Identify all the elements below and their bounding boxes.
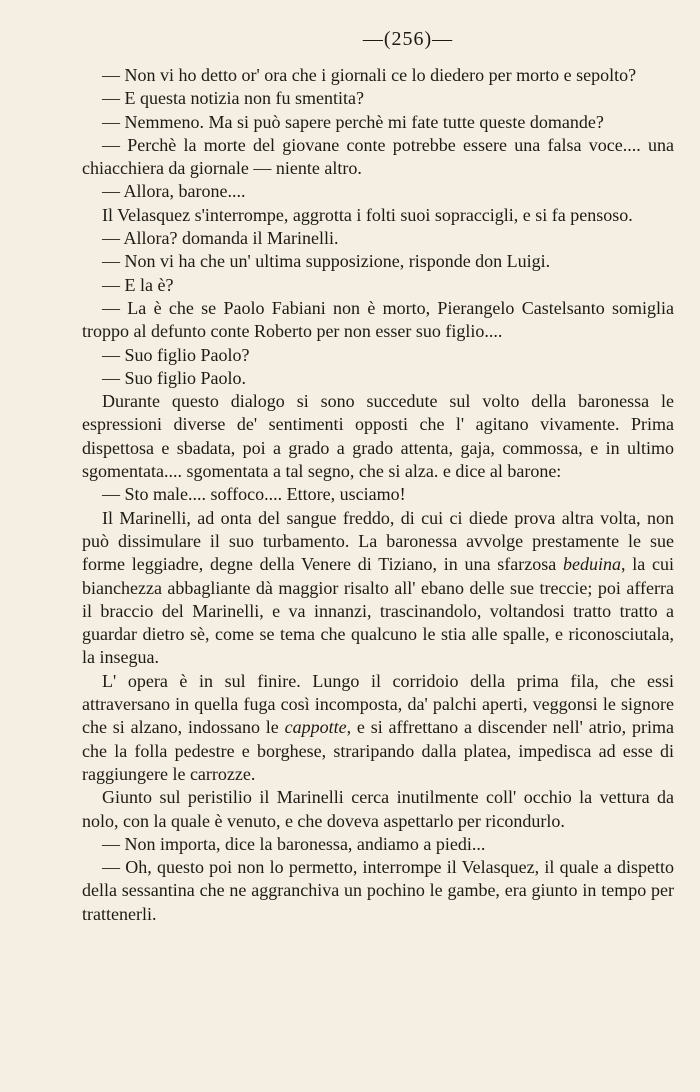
- paragraph: Durante questo dialogo si sono succedute sul volto della baronessa le espressioni diverse de' sentimenti opposti che l' agitano vivamente. Prima dispettosa e sbadata, poi a grado a grado attenta, gaja, commossa, e in ultimo sgomentata.... sgomentata a tal segno, che si alza. e dice al barone:: [82, 391, 674, 482]
- paragraph: — Suo figlio Paolo?: [102, 344, 250, 365]
- paragraph: — Allora, barone....: [102, 181, 246, 202]
- paragraph: Il Marinelli, ad onta del sangue freddo, di cui ci diede prova altra volta, non può dissimulare il suo turbamento. La baronessa avvolge prestamente le sue forme leggiadre, degne della Venere di Tiziano, in una sfarzosa beduina, la cui bianchezza abbagliante dà maggior risalto all' ebano delle sue treccie; poi afferra il braccio del Marinelli, e va innanzi, trascinandolo, voltandosi tratto tratto a guardar dietro sè, come se tema che qualcuno le stia alle spalle, e riconosciutala, la insegua.: [82, 507, 674, 668]
- body-text: [82, 64, 674, 926]
- paragraph: — Allora? domanda il Marinelli.: [102, 228, 339, 249]
- paragraph: — Suo figlio Paolo.: [102, 367, 247, 388]
- paragraph: — Nemmeno. Ma si può sapere perchè mi fate tutte queste domande?: [102, 111, 604, 132]
- paragraph: — E questa notizia non fu smentita?: [102, 88, 364, 109]
- paragraph: Giunto sul peristilio il Marinelli cerca inutilmente coll' occhio la vettura da nolo, con la quale è venuto, e che doveva aspettarlo per ricondurlo.: [82, 787, 674, 831]
- italic-term: cappotte: [284, 717, 347, 738]
- paragraph: Il Velasquez s'interrompe, aggrotta i folti suoi sopraccigli, e si fa pensoso.: [102, 204, 633, 225]
- paragraph: — Perchè la morte del giovane conte potrebbe essere una falsa voce.... una chiacchiera da giornale — niente altro.: [82, 134, 674, 179]
- page-number: —(256)—: [362, 28, 454, 50]
- paragraph: — Oh, questo poi non lo permetto, interrompe il Velasquez, il quale a dispetto della sessantina che ne aggranchiva un pochino le gambe, era giunto in tempo per trattenerli.: [82, 857, 674, 924]
- italic-term: beduina: [563, 554, 622, 575]
- paragraph: — La è che se Paolo Fabiani non è morto, Pierangelo Castelsanto somiglia troppo al defunto conte Roberto per non esser suo figlio....: [82, 297, 674, 342]
- paragraph: — Non vi ho detto or' ora che i giornali ce lo diedero per morto e sepolto?: [102, 65, 637, 85]
- paragraph: L' opera è in sul finire. Lungo il corridoio della prima fila, che essi attraversano in quella fuga così incomposta, da' palchi aperti, veggonsi le signore che si alzano, indossano le cappotte, e si affrettano a discender nell' atrio, prima che la folla pedestre e borghese, straripando dalla platea, impedisca ad esse di raggiungere le carrozze.: [82, 670, 674, 784]
- paragraph: — Non importa, dice la baronessa, andiamo a piedi...: [102, 833, 486, 854]
- paragraph: — E la è?: [102, 274, 174, 295]
- paragraph: — Sto male.... soffoco.... Ettore, usciamo!: [102, 484, 406, 505]
- paragraph: — Non vi ha che un' ultima supposizione, risponde don Luigi.: [102, 251, 551, 272]
